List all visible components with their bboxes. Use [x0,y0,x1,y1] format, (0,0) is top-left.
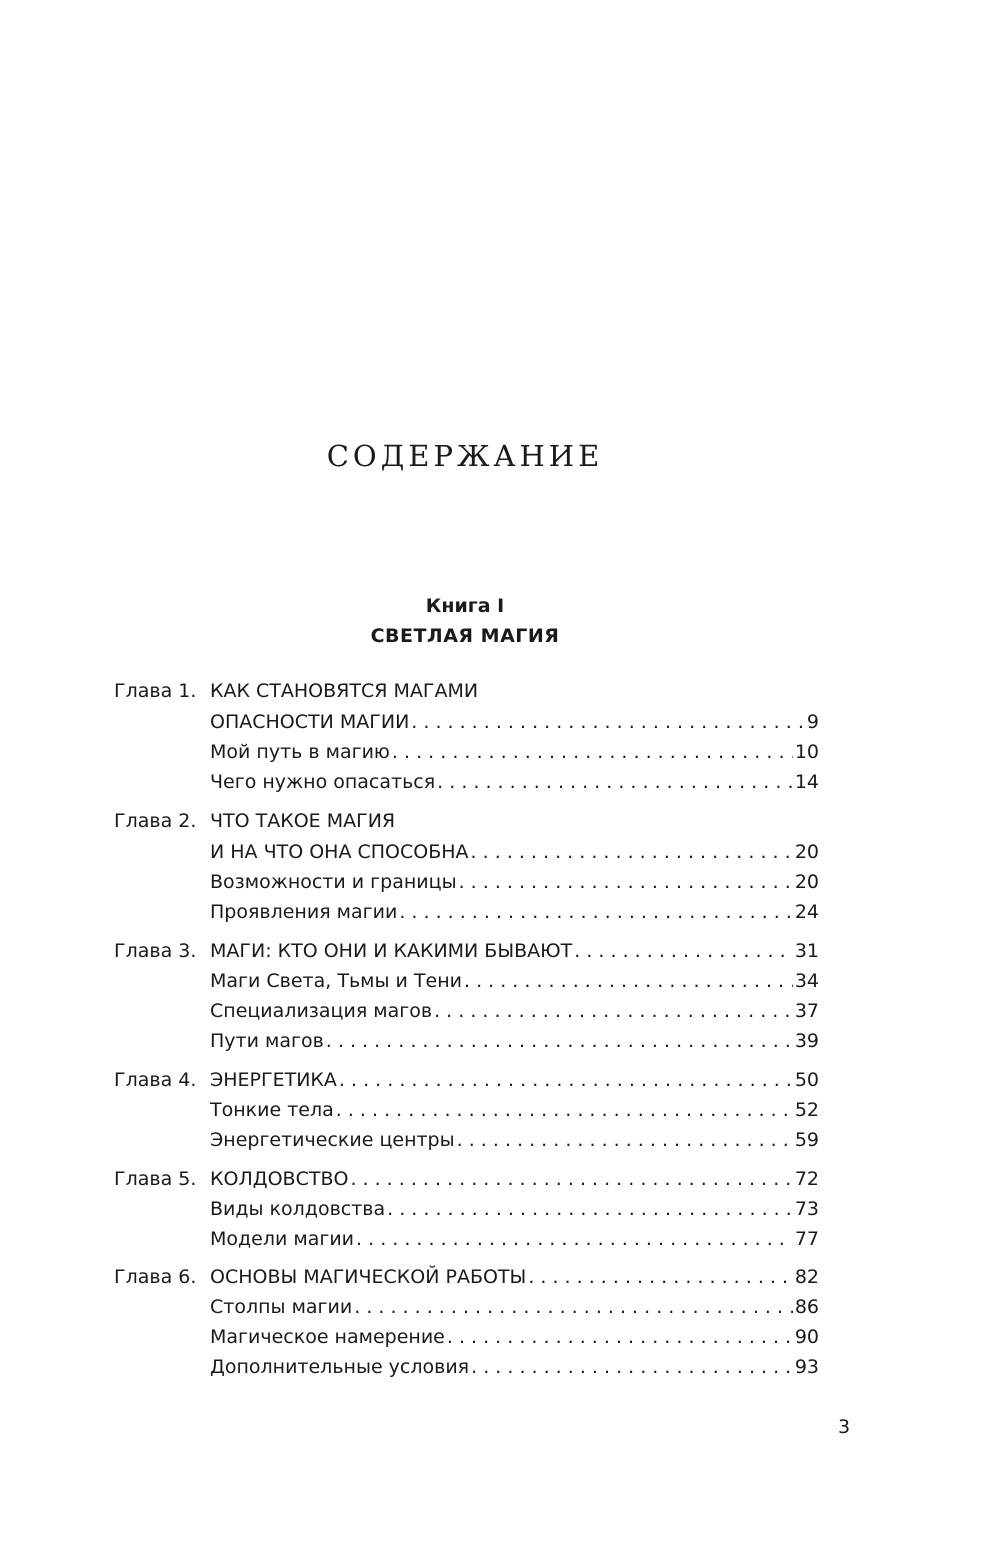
entry-title: Модели магии [210,1228,355,1250]
entry-page: 50 [794,1069,819,1091]
entry-page: 10 [794,741,819,763]
entry-page: 93 [794,1356,819,1378]
chapter-label: Глава 4. [114,1069,197,1091]
entry-page: 90 [794,1326,819,1348]
entry-page: 20 [794,871,819,893]
toc-entry[interactable] [0,1352,1000,1382]
chapter-1-heading [0,676,1000,706]
toc-entry[interactable] [0,1125,1000,1155]
dot-leader [339,1065,793,1095]
book-label: Книга I [425,595,505,617]
toc-entry[interactable] [0,867,1000,897]
page-number: 3 [838,1416,851,1438]
entry-title: Пути магов [210,1030,324,1052]
dot-leader [350,1164,792,1194]
chapter-label: Глава 6. [114,1266,197,1288]
entry-page: 34 [794,970,819,992]
dot-leader [528,1262,793,1292]
toc-entry[interactable] [0,897,1000,927]
toc-entry[interactable] [0,1322,1000,1352]
entry-page: 73 [794,1198,819,1220]
chapter-2-heading [0,806,1000,836]
dot-leader [471,1352,793,1382]
dot-leader [336,1095,793,1125]
toc-entry[interactable] [0,1224,1000,1254]
dot-leader [326,1026,793,1056]
dot-leader [437,767,793,797]
entry-title: Виды колдовства [210,1198,386,1220]
entry-page: 24 [794,901,819,923]
entry-title: Магическое намерение [210,1326,445,1348]
dot-leader [399,897,792,927]
entry-page: 86 [794,1296,819,1318]
toc-entry[interactable] [0,966,1000,996]
chapter-label: Глава 5. [114,1168,197,1190]
chapter-label: Глава 2. [114,810,197,832]
entry-title: Возможности и границы [210,871,457,893]
dot-leader [464,966,793,996]
toc-entry[interactable] [0,1026,1000,1056]
entry-page: 37 [794,1000,819,1022]
chapter-3-heading[interactable] [0,936,1000,966]
toc-entry[interactable] [0,1292,1000,1322]
dot-leader [356,1224,793,1254]
toc-heading: СОДЕРЖАНИЕ [326,439,604,473]
toc-entry[interactable] [0,1194,1000,1224]
entry-page: 20 [794,841,819,863]
entry-page: 82 [794,1266,819,1288]
chapter-5-heading[interactable] [0,1164,1000,1194]
entry-title: Энергетические центры [210,1129,455,1151]
dot-leader [354,1292,793,1322]
book-title: СВЕТЛАЯ МАГИЯ [370,625,560,647]
entry-title: Тонкие тела [210,1099,334,1121]
toc-entry[interactable] [0,707,1000,737]
toc-entry[interactable] [0,737,1000,767]
chapter-title: КОЛДОВСТВО [210,1168,349,1190]
dot-leader [434,996,793,1026]
entry-page: 52 [794,1099,819,1121]
dot-leader [387,1194,793,1224]
entry-page: 14 [794,771,819,793]
entry-title: Специализация магов [210,1000,433,1022]
chapter-label: Глава 1. [114,680,197,702]
toc-entry[interactable] [0,996,1000,1026]
chapter-6-heading[interactable] [0,1262,1000,1292]
entry-title: ОПАСНОСТИ МАГИИ [210,711,410,733]
entry-title: Маги Света, Тьмы и Тени [210,970,462,992]
entry-title: Проявления магии [210,901,398,923]
chapter-title: МАГИ: КТО ОНИ И КАКИМИ БЫВАЮТ [210,940,573,962]
entry-title: Столпы магии [210,1296,353,1318]
dot-leader [457,1125,793,1155]
entry-page: 72 [794,1168,819,1190]
entry-title: Мой путь в магию [210,741,390,763]
entry-title: Чего нужно опасаться [210,771,436,793]
chapter-title-line [210,806,819,836]
dot-leader [471,837,793,867]
dot-leader [574,936,793,966]
toc-entry[interactable] [0,767,1000,797]
entry-title: Дополнительные условия [210,1356,470,1378]
entry-page: 31 [794,940,819,962]
chapter-title: ЧТО ТАКОЕ МАГИЯ [210,810,396,832]
chapter-title-line [210,676,819,706]
dot-leader [459,867,793,897]
entry-page: 59 [794,1129,819,1151]
chapter-title: ЭНЕРГЕТИКА [210,1069,337,1091]
entry-page: 9 [806,711,819,733]
dot-leader [447,1322,793,1352]
chapter-title: КАК СТАНОВЯТСЯ МАГАМИ [210,680,479,702]
chapter-4-heading[interactable] [0,1065,1000,1095]
chapter-title: ОСНОВЫ МАГИЧЕСКОЙ РАБОТЫ [210,1266,527,1288]
dot-leader [411,707,805,737]
chapter-label: Глава 3. [114,940,197,962]
entry-page: 77 [794,1228,819,1250]
entry-page: 39 [794,1030,819,1052]
toc-entry[interactable] [0,1095,1000,1125]
toc-entry[interactable] [0,837,1000,867]
entry-title: И НА ЧТО ОНА СПОСОБНА [210,841,469,863]
dot-leader [392,737,793,767]
